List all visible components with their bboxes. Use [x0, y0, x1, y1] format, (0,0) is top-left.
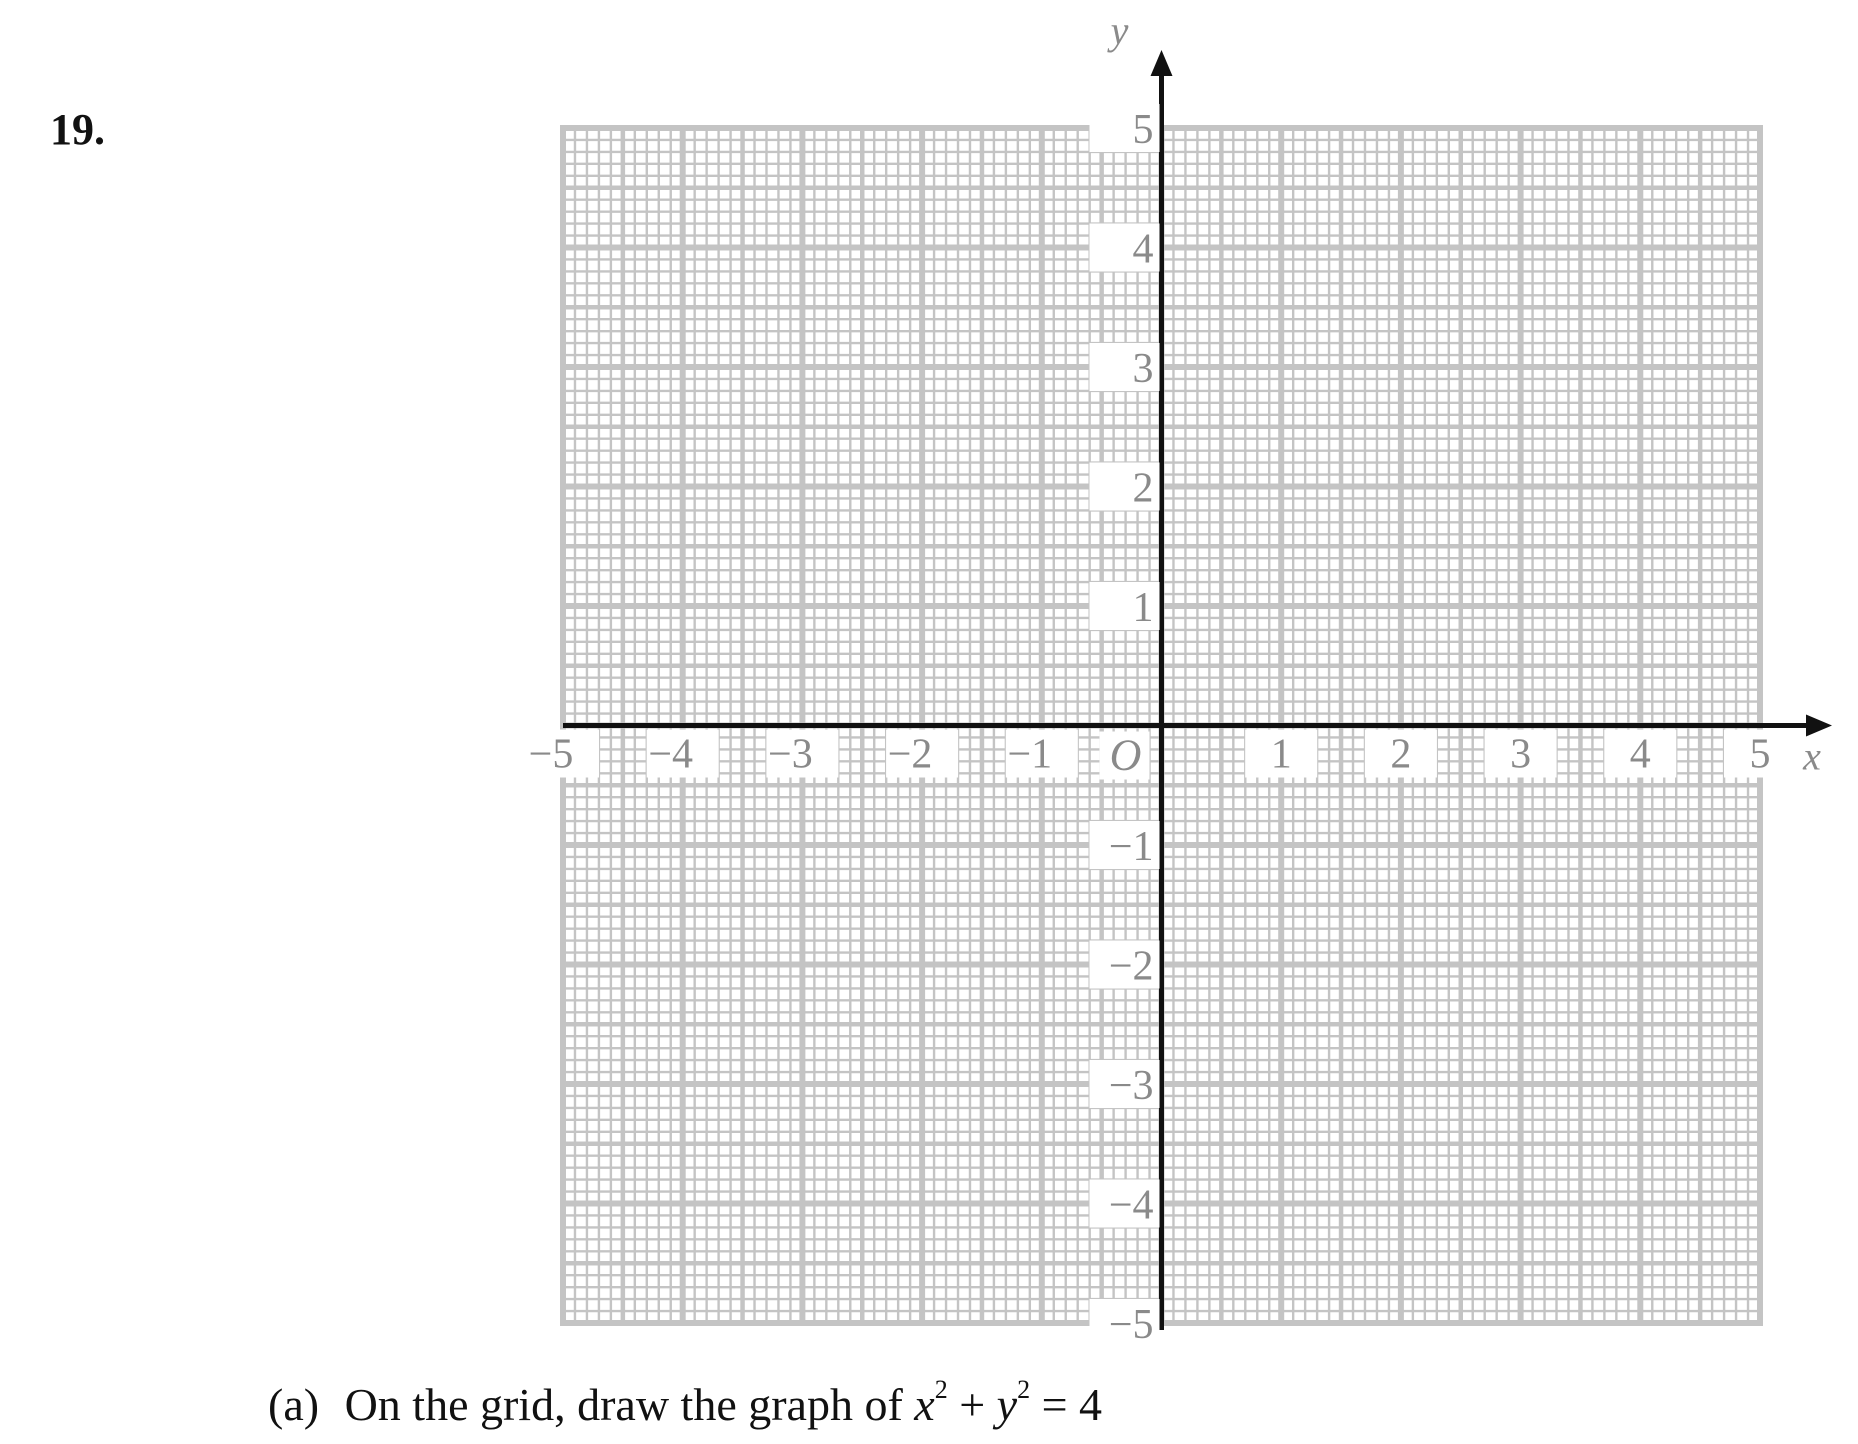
y-tick-label: 4 — [1132, 226, 1154, 273]
x-tick-label: −5 — [528, 731, 574, 778]
question-number: 19. — [50, 105, 105, 154]
x-tick-label: 4 — [1629, 731, 1651, 778]
y-tick-label: −5 — [1108, 1302, 1154, 1348]
x-tick-label: 2 — [1390, 731, 1412, 778]
x-tick-label: 3 — [1510, 731, 1532, 778]
x-tick-label: −3 — [768, 731, 813, 778]
x-tick-label: 5 — [1749, 731, 1771, 778]
equation-plus: + — [959, 1379, 986, 1430]
equation-exponent-y: 2 — [1017, 1375, 1031, 1404]
part-label: (a) — [268, 1379, 320, 1430]
instruction-text: On the grid, draw the graph of — [344, 1379, 903, 1430]
y-tick-label: 3 — [1132, 346, 1154, 392]
y-tick-label: −1 — [1108, 824, 1154, 870]
equation-rhs: 4 — [1079, 1379, 1103, 1430]
x-axis-label: x — [1803, 733, 1821, 779]
y-tick-label: 5 — [1132, 107, 1154, 153]
x-tick-label: −2 — [887, 731, 933, 778]
y-tick-label: 1 — [1132, 585, 1154, 631]
equation-var-y: y — [996, 1379, 1018, 1430]
x-tick-label: 1 — [1270, 731, 1292, 778]
y-axis-label: y — [1110, 8, 1129, 53]
equation-exponent-x: 2 — [934, 1375, 948, 1404]
x-tick-label: −4 — [648, 731, 694, 778]
y-axis-arrow-icon — [1151, 50, 1173, 76]
y-tick-label: −2 — [1108, 943, 1154, 990]
equation-var-x: x — [914, 1379, 935, 1430]
y-tick-label: −4 — [1108, 1182, 1154, 1229]
y-tick-label: 2 — [1132, 465, 1154, 512]
y-tick-label: −3 — [1108, 1063, 1154, 1109]
equation-equals: = — [1041, 1379, 1068, 1430]
x-tick-label: −1 — [1007, 731, 1053, 778]
question-text — [268, 1375, 1103, 1430]
origin-label: O — [1109, 730, 1142, 780]
